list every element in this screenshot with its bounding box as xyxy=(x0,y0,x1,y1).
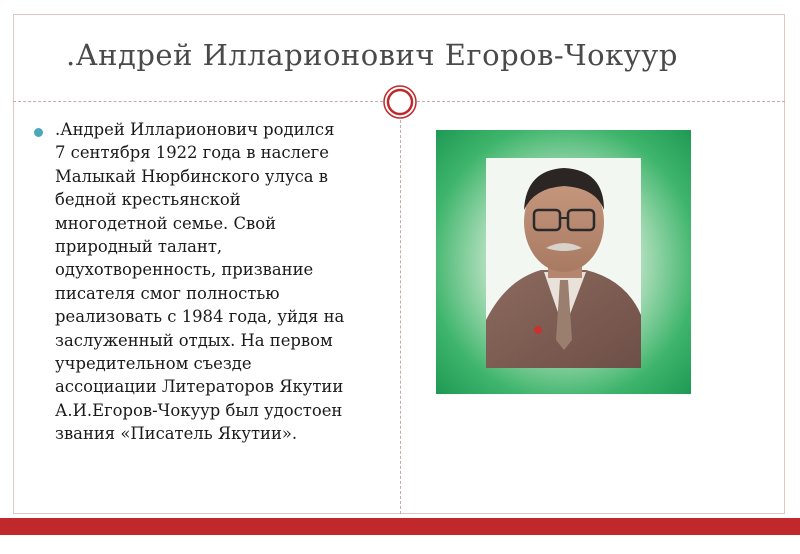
title-divider-left xyxy=(13,101,383,102)
biography-line: А.И.Егоров-Чокуур был удостоен xyxy=(55,400,343,420)
biography-line: ассоциации Литераторов Якутии xyxy=(55,377,344,397)
biography-line: писателя смог полностью xyxy=(55,283,280,303)
biography-line: бедной крестьянской xyxy=(55,190,241,210)
portrait-photo xyxy=(436,130,691,394)
biography-line: природный талант, xyxy=(55,237,223,257)
biography-line: 7 сентября 1922 года в наслеге xyxy=(55,143,329,163)
biography-line: звания «Писатель Якутии». xyxy=(55,424,298,444)
biography-line: многодетной семье. Свой xyxy=(55,213,277,233)
biography-text xyxy=(55,118,407,446)
circle-ornament-icon xyxy=(382,84,418,120)
title-divider-right xyxy=(417,101,785,102)
bottom-accent-bar xyxy=(0,518,800,535)
biography-line: одухотворенность, призвание xyxy=(55,260,314,280)
biography-line: .Андрей Илларионович родился xyxy=(55,120,335,139)
biography-line: Малыкай Нюрбинского улуса в xyxy=(55,166,328,186)
biography-line: реализовать с 1984 года, уйдя на xyxy=(55,307,345,327)
slide-title: .Андрей Илларионович Егоров-Чокуур xyxy=(66,38,678,72)
bullet-dot-icon xyxy=(34,128,43,137)
biography-line: учредительном съезде xyxy=(55,354,252,374)
biography-line: заслуженный отдых. На первом xyxy=(55,330,333,350)
